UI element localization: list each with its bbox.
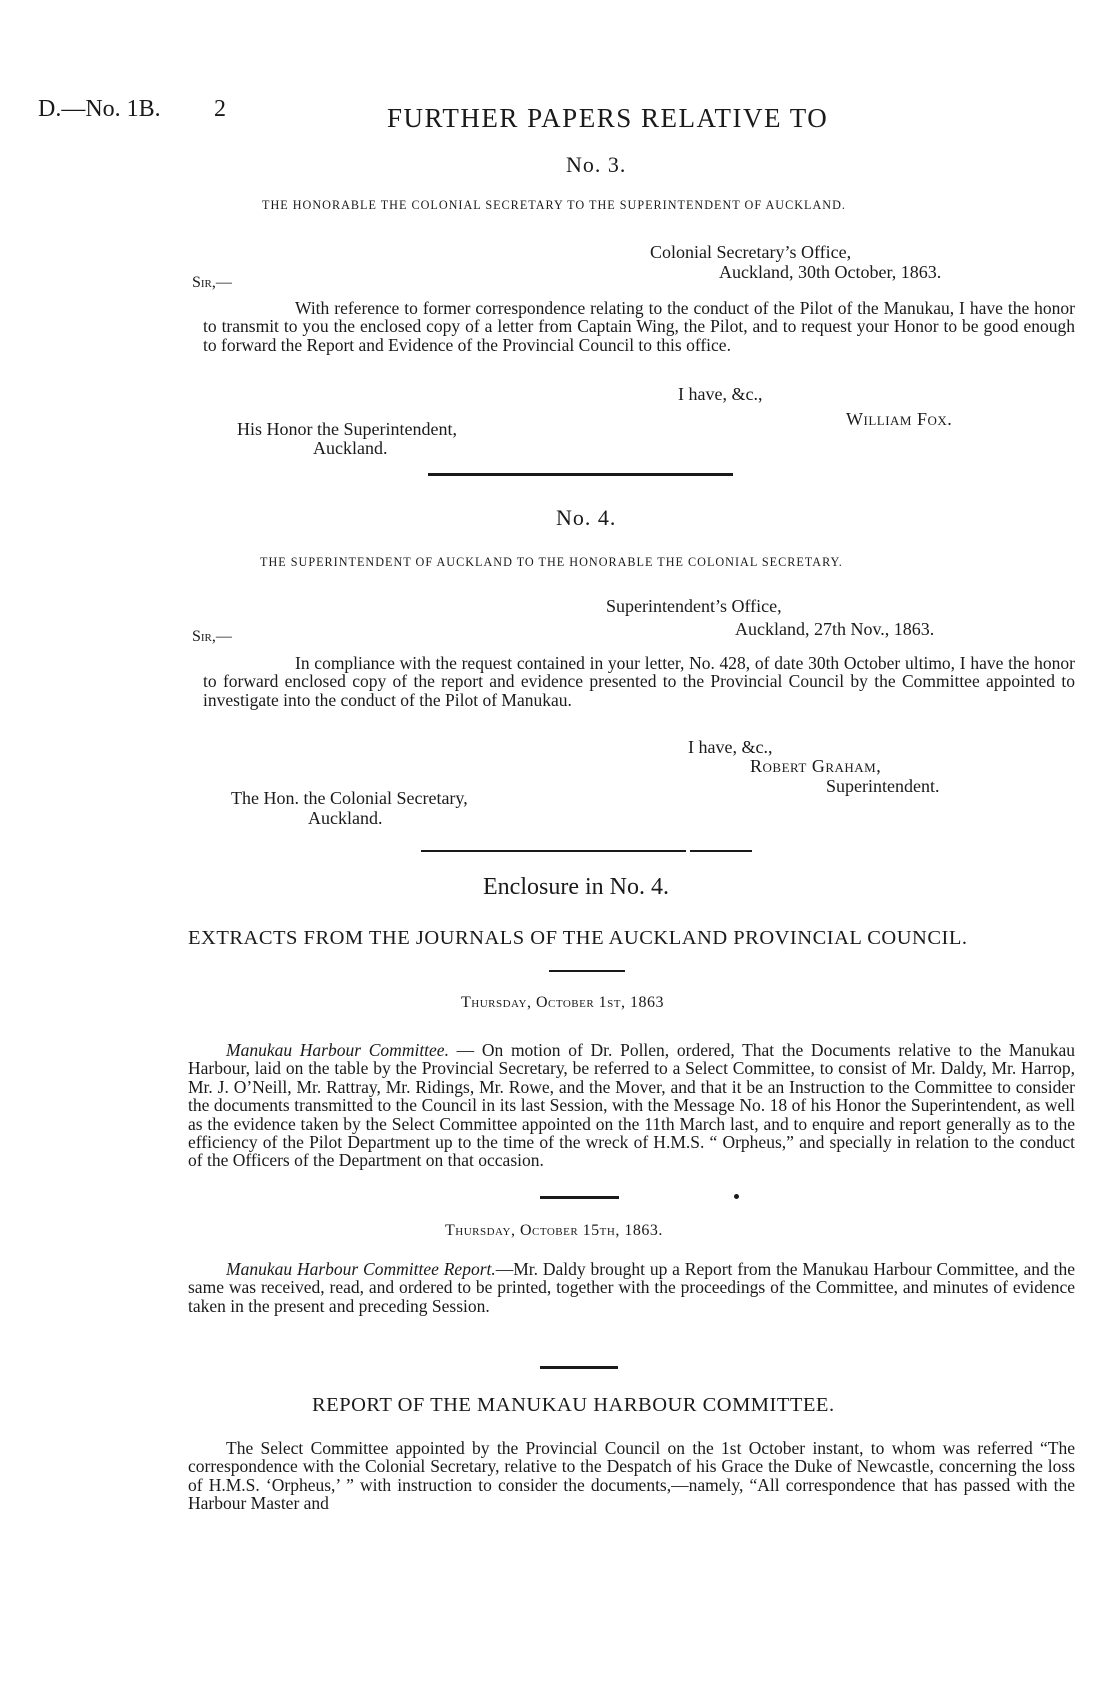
sender-address-line1: Superintendent’s Office, xyxy=(606,596,782,616)
salutation: Sir,— xyxy=(192,274,232,291)
paragraph: In compliance with the request contained in your letter, No. 428, of date 30th October ultimo, I have the honor to forward enclosed copy of the report and evidence presented to the Provincial Council by the Committee appointed to investigate into the conduct of the Pilot of Manukau. xyxy=(203,653,1075,710)
entry-text: — On motion of Dr. Pollen, ordered, That the Documents relative to the Manukau Harbour, laid on the table by the Provincial Secretary, be referred to a Select Committee, to consist of Mr. Daldy, Mr. Harrop, Mr. J. O’Neill, Mr. Rattray, Mr. Ridings, Mr. Rowe, and the Mover, and that it be an Instruction to the Committee to consider the documents transmitted to the Council in its last Session, with the Message No. 18 of his Honor the Superintendent, as well as the evidence taken by the Select Committee appointed on the 11th March last, and to enquire and report generally as to the efficiency of the Pilot Department up to the time of the wreck of H.M.S. “ Orpheus,” and specially in relation to the conduct of the Officers of the Department on that occasion. xyxy=(188,1040,1075,1171)
recipient-line2: Auckland. xyxy=(308,808,383,828)
report-heading: REPORT OF THE MANUKAU HARBOUR COMMITTEE. xyxy=(312,1394,835,1416)
paragraph xyxy=(188,1260,1075,1315)
section-divider xyxy=(690,850,752,852)
series-number: D.—No. 1B. xyxy=(38,96,161,122)
sender-address-line2: Auckland, 27th Nov., 1863. xyxy=(735,619,935,639)
letter-heading-3: THE HONORABLE THE COLONIAL SECRETARY TO THE SUPERINTENDENT OF AUCKLAND. xyxy=(262,198,846,212)
entry-date: Thursday, October 15th, 1863. xyxy=(445,1222,663,1239)
entry-date: Thursday, October 1st, 1863 xyxy=(461,994,665,1011)
letter-body-3 xyxy=(203,299,1075,354)
signature-title: Superintendent. xyxy=(826,776,940,796)
salutation: Sir,— xyxy=(192,628,232,645)
report-body xyxy=(188,1439,1075,1513)
letter-heading-4: THE SUPERINTENDENT OF AUCKLAND TO THE HONORABLE THE COLONIAL SECRETARY. xyxy=(260,555,843,569)
section-divider xyxy=(421,850,686,852)
running-title: FURTHER PAPERS RELATIVE TO xyxy=(387,103,829,133)
recipient-line1: The Hon. the Colonial Secretary, xyxy=(231,788,468,808)
letter-body-4 xyxy=(203,654,1075,709)
recipient-line1: His Honor the Superintendent, xyxy=(237,419,457,439)
paragraph: The Select Committee appointed by the Provincial Council on the 1st October instant, to whom was referred “The correspondence with the Colonial Secretary, relative to the Despatch of his Grace the Duke of Newcastle, concerning the loss of H.M.S. ‘Orpheus,’ ” with instruction to consider the documents,—namely, “All correspondence that has passed with the Harbour Master and xyxy=(188,1438,1075,1514)
sender-address-line1: Colonial Secretary’s Office, xyxy=(650,242,852,262)
section-divider xyxy=(428,473,733,476)
divider xyxy=(540,1366,618,1369)
document-number-3: No. 3. xyxy=(566,152,627,177)
enclosure-title: Enclosure in No. 4. xyxy=(483,874,669,900)
sender-address-line2: Auckland, 30th October, 1863. xyxy=(719,262,942,282)
entry-lead: Manukau Harbour Committee Report. xyxy=(226,1259,496,1279)
divider xyxy=(549,970,625,972)
page-number: 2 xyxy=(214,96,226,122)
closing: I have, &c., xyxy=(678,384,763,404)
entry-text: —Mr. Daldy brought up a Report from the Manukau Harbour Committee, and the same was received, read, and ordered to be printed, together with the proceedings of the Committee, and minutes of evidence taken in the present and preceding Session. xyxy=(188,1259,1075,1316)
closing: I have, &c., xyxy=(688,737,773,757)
divider xyxy=(540,1196,619,1199)
recipient-line2: Auckland. xyxy=(313,438,388,458)
journal-entry xyxy=(188,1260,1075,1315)
entry-lead: Manukau Harbour Committee. xyxy=(226,1040,449,1060)
signature: Robert Graham, xyxy=(750,756,882,776)
journal-entry xyxy=(188,1041,1075,1170)
extracts-heading: EXTRACTS FROM THE JOURNALS OF THE AUCKLAND PROVINCIAL COUNCIL. xyxy=(188,927,968,949)
paragraph xyxy=(188,1041,1075,1170)
document-number-4: No. 4. xyxy=(556,505,617,530)
paragraph: With reference to former correspondence relating to the conduct of the Pilot of the Manukau, I have the honor to transmit to you the enclosed copy of a letter from Captain Wing, the Pilot, and to request your Honor to be good enough to forward the Report and Evidence of the Provincial Council to this office. xyxy=(203,298,1075,355)
print-dot xyxy=(734,1194,739,1199)
signature: William Fox. xyxy=(846,409,953,429)
